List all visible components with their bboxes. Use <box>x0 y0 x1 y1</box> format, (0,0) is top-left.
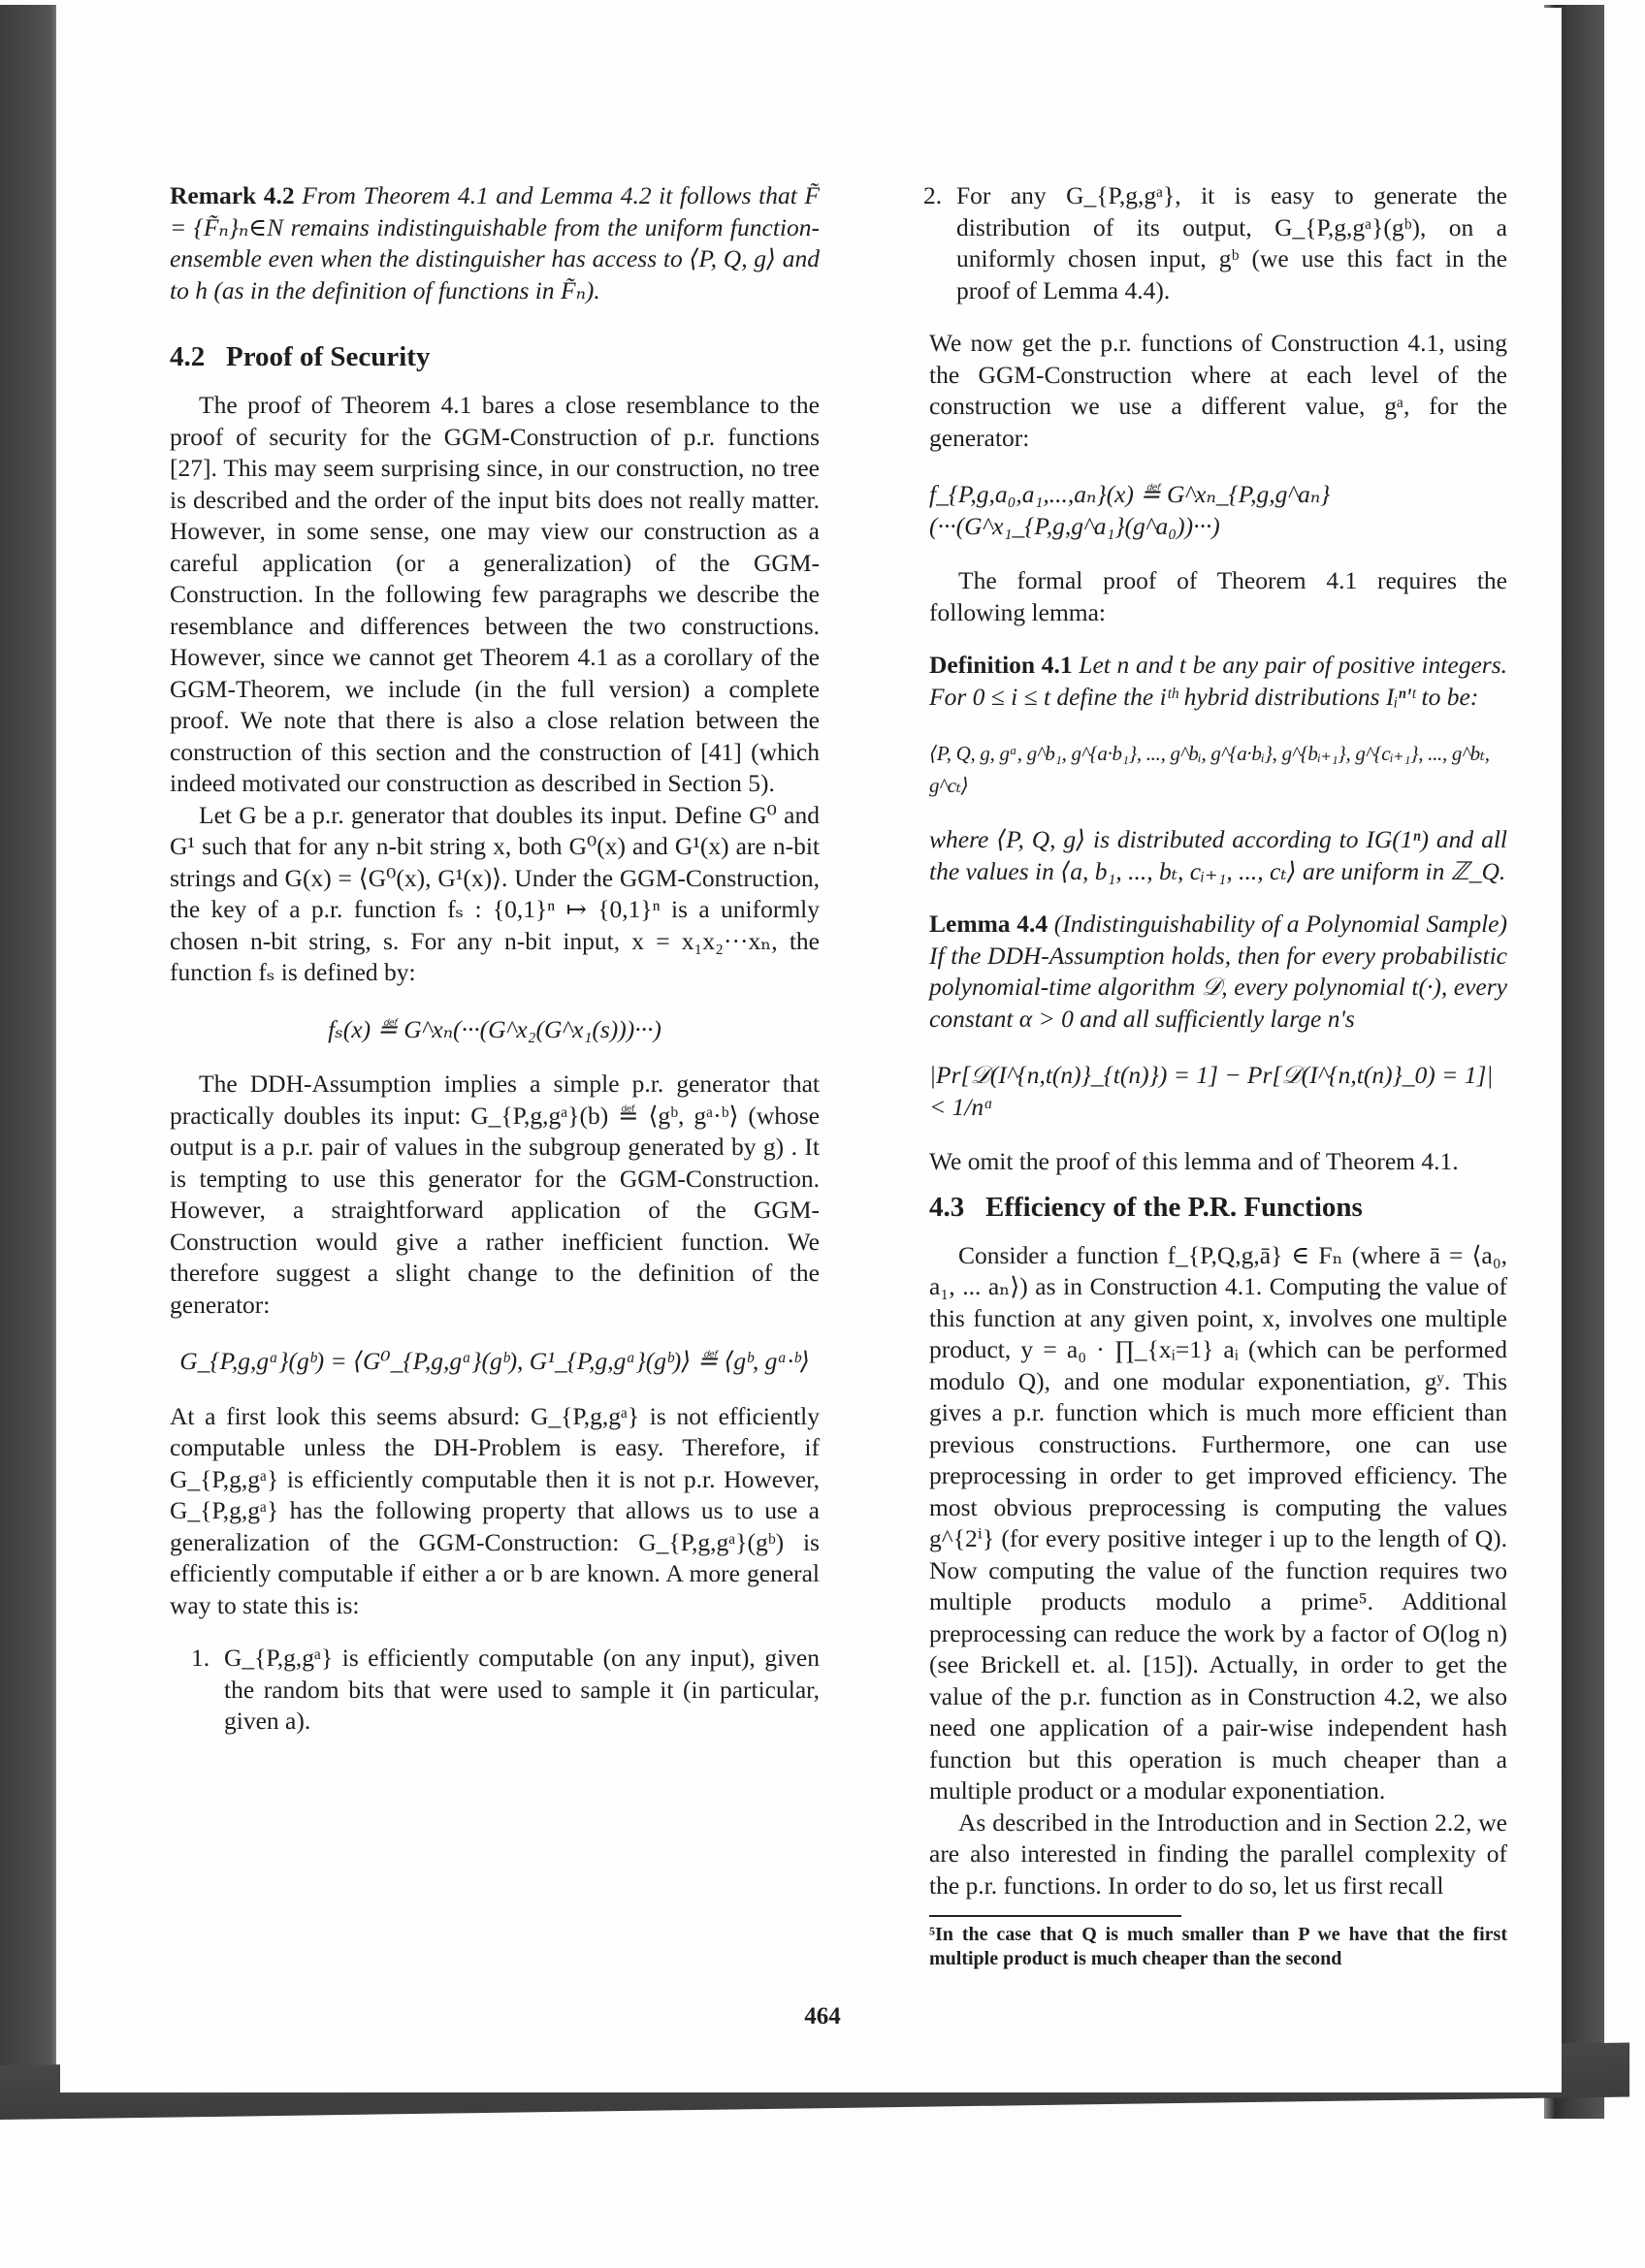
page-number: 464 <box>804 2003 841 2029</box>
lemma-text: (Indistinguishability of a Polynomial Sample) If the DDH-Assumption holds, then for every probabilistic polynomial-time algorithm 𝒟, every polynomial t(·), every constant α > 0 and all sufficiently large n's <box>929 910 1507 1033</box>
remark-label: Remark 4.2 <box>170 181 295 209</box>
paragraph: At a first look this seems absurd: G_{P,g,gᵃ} is not efficiently computable unless the DH-Problem is easy. Therefore, if G_{P,g,gᵃ} is efficiently computable then it is not p.r. However, G_{P,g,gᵃ} has the following property that allows us to use a generalization of the GGM-Construction: G_{P,g,gᵃ}(gᵇ) is efficiently computable if either a or b are known. A more general way to state this is: <box>170 1401 820 1619</box>
footnote: ⁵In the case that Q is much smaller than P we have that the first multiple product is much cheaper than the second <box>929 1924 1507 1969</box>
section-number: 4.2 <box>170 341 206 372</box>
paragraph: The formal proof of Theorem 4.1 requires the following lemma: <box>929 566 1507 626</box>
list-item-text: For any G_{P,g,gᵃ}, it is easy to generate the distribution of its output, G_{P,g,gᵃ}(gᵇ), on a uniformly chosen input, gᵇ (we use this fact in the proof of Lemma 4.4). <box>956 181 1507 304</box>
scan-edge-left <box>0 5 56 2114</box>
right-column <box>923 180 1507 1971</box>
paragraph: We now get the p.r. functions of Construction 4.1, using the GGM-Construction where at each level of the construction we use a different value, gᵃ, for the generator: <box>929 329 1507 452</box>
paragraph: We omit the proof of this lemma and of Theorem 4.1. <box>929 1147 1459 1175</box>
list-item-text: G_{P,g,gᵃ} is efficiently computable (on any input), given the random bits that were used to sample it (in particular, given a). <box>224 1644 820 1735</box>
section-heading-4-2 <box>170 339 820 374</box>
paragraph: As described in the Introduction and in Section 2.2, we are also interested in finding the parallel complexity of the p.r. functions. In order to do so, let us first recall <box>929 1807 1507 1900</box>
equation: fₛ(x) ≝ G^xₙ(···(G^x₂(G^x₁(s)))···) <box>328 1014 661 1043</box>
remark-4-2 <box>170 180 820 306</box>
section-title: Proof of Security <box>226 341 431 372</box>
paragraph: Consider a function f_{P,Q,g,ā} ∈ Fₙ (where ā = ⟨a₀, a₁, ... aₙ⟩) as in Construction 4.1. Computing the value of this function at any given point, x, involves one multiple product, y = a₀ · ∏_{xᵢ=1} aᵢ (which can be performed modulo Q), and one modular exponentiation, gʸ. This gives a p.r. function which is much more efficient than previous constructions. Furthermore, one can use preprocessing in order to get improved efficiency. The most obvious preprocessing is computing the values g^{2ⁱ} (for every positive integer i up to the length of Q). Now computing the value of the function requires two multiple products modulo a prime⁵. Additional preprocessing can reduce the work by a factor of O(log n) (see Brickell et. al. [15]). Actually, in order to get the value of the p.r. function as in Construction 4.2, we also need one application of a pair-wise independent hash function but this operation is much cheaper than a multiple product or a modular exponentiation. <box>929 1240 1507 1805</box>
list-marker: 2. <box>923 181 943 209</box>
list-marker: 1. <box>191 1644 210 1672</box>
list-item <box>170 1643 820 1738</box>
equation: ⟨P, Q, g, gᵃ, g^b₁, g^{a·b₁}, ..., g^bᵢ, g^{a·bᵢ}, g^{bᵢ₊₁}, g^{cᵢ₊₁}, ..., g^bₜ, g^cₜ⟩ <box>929 742 1490 797</box>
paragraph: The DDH-Assumption implies a simple p.r. generator that practically doubles its input: G_{P,g,gᵃ}(b) ≝ ⟨gᵇ, gᵃ·ᵇ⟩ (whose output is a p.r. pair of values in the subgroup generated by g) . It is tempting to use this generator for the GGM-Construction. However, a straightforward application of the GGM-Construction would give a rather inefficient function. We therefore suggest a slight change to the definition of the generator: <box>170 1070 820 1319</box>
left-column <box>170 180 820 1738</box>
equation: f_{P,g,a₀,a₁,...,aₙ}(x) ≝ G^xₙ_{P,g,g^aₙ}(···(G^x₁_{P,g,g^a₁}(g^a₀))···) <box>929 480 1331 540</box>
section-number: 4.3 <box>929 1191 965 1223</box>
list-item <box>923 180 1507 306</box>
paragraph: The proof of Theorem 4.1 bares a close resemblance to the proof of security for the GGM-Construction of p.r. functions [27]. This may seem surprising since, in our construction, no tree is described and the order of the input bits does not really matter. However, in some sense, one may view our construction as a careful application (or a generalization) of the GGM-Construction. In the following few paragraphs we describe the resemblance and differences between the two constructions. However, since we cannot get Theorem 4.1 as a corollary of the GGM-Theorem, we include (in the full version) a complete proof. We note that there is also a close relation between the construction of this section and the construction of [41] (which indeed motivated our construction as described in Section 5). <box>170 391 820 797</box>
paragraph: Let G be a p.r. generator that doubles its input. Define G⁰ and G¹ such that for any n-bit string x, both G⁰(x) and G¹(x) are n-bit strings and G(x) = ⟨G⁰(x), G¹(x)⟩. Under the GGM-Construction, the key of a p.r. function fₛ : {0,1}ⁿ ↦ {0,1}ⁿ is a uniformly chosen n-bit string, s. For any n-bit input, x = x₁x₂···xₙ, the function fₛ is defined by: <box>170 800 820 986</box>
equation: G_{P,g,gᵃ}(gᵇ) = ⟨G⁰_{P,g,gᵃ}(gᵇ), G¹_{P,g,gᵃ}(gᵇ)⟩ ≝ ⟨gᵇ, gᵃ·ᵇ⟩ <box>179 1347 810 1375</box>
definition-4-1 <box>929 650 1507 713</box>
definition-text: Let n and t be any pair of positive integers. For 0 ≤ i ≤ t define the iᵗʰ hybrid distributions Iᵢⁿ'ᵗ to be: <box>929 651 1507 711</box>
lemma-4-4 <box>929 909 1507 1035</box>
definition-continued: where ⟨P, Q, g⟩ is distributed according to IG(1ⁿ) and all the values in ⟨a, b₁, ..., bₜ, cᵢ₊₁, ..., cₜ⟩ are uniform in ℤ_Q. <box>929 825 1507 885</box>
definition-label: Definition 4.1 <box>929 651 1073 679</box>
section-heading-4-3 <box>929 1190 1507 1225</box>
section-title: Efficiency of the P.R. Functions <box>985 1191 1363 1223</box>
equation: |Pr[𝒟(I^{n,t(n)}_{t(n)}) = 1] − Pr[𝒟(I^{n,t(n)}_0) = 1]| < 1/nᵅ <box>929 1061 1494 1121</box>
footnote-rule <box>929 1915 1181 1917</box>
remark-text: From Theorem 4.1 and Lemma 4.2 it follows that F̃ = {F̃ₙ}ₙ∈N remains indistinguishable from the uniform function-ensemble even when the distinguisher has access to ⟨P, Q, g⟩ and to h (as in the definition of functions in F̃ₙ). <box>170 181 820 304</box>
lemma-label: Lemma 4.4 <box>929 910 1048 938</box>
